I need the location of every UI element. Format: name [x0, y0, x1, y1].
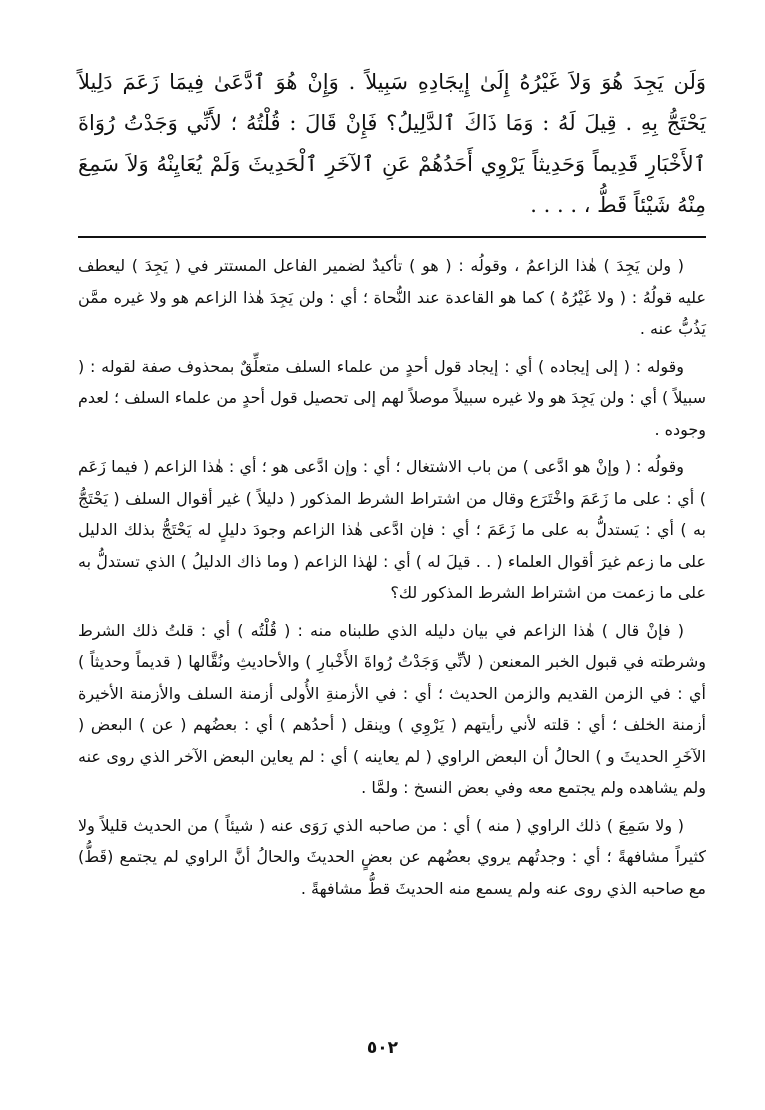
separator-line	[78, 236, 706, 238]
main-text: وَلَن يَجِدَ هُوَ وَلاَ غَيْرُهُ إِلَىٰ إِيجَادِهِ سَبِيلاً . وَإِنْ هُوَ ٱدَّعَىٰ فِيمَا زَعَمَ دَلِيلاً يَحْتَجُّ بِهِ . قِيلَ لَهُ : وَمَا ذَاكَ ٱلدَّلِيلُ؟ فَإِنْ قَالَ : قُلْتُهُ ؛ لأَنِّي وَجَدْتُ رُوَاةَ ٱلأَخْبَارِ قَدِيماً وَحَدِيثاً يَرْوِي أَحَدُهُمْ عَنِ ٱلآخَرِ ٱلْحَدِيثَ وَلَمْ يُعَايِنْهُ وَلاَ سَمِعَ مِنْهُ شَيْئاً قَطُّ ، . . . .	[78, 70, 706, 217]
commentary-paragraph: ( ولن يَجِدَ ) هٰذا الزاعمُ ، وقولُه : ( هو ) تأكيدٌ لضمير الفاعل المستتر في ( يَجِدَ ) ليعطف عليه قولُهُ : ( ولا غَيْرُهُ ) كما هو القاعدة عند النُّحاة ؛ أي : ولن يَجِدَ هٰذا الزاعم هو ولا غيره ممَّن يَذُبُّ عنه .	[78, 256, 706, 338]
commentary-paragraph: وقولُه : ( وإنْ هو ادَّعى ) من باب الاشتغال ؛ أي : وإن ادَّعى هو ؛ أي : هٰذا الزاعم ( فيما زَعَم ) أي : على ما زَعَمَ واخْتَرَع وقال من اشتراط الشرط المذكور ( دليلاً ) غير أقوال السلف ( يَحْتَجُّ به ) أي : يَستدلُّ به على ما زَعَمَ ؛ أي : فإن ادَّعى هٰذا الزاعم وجودَ دليلٍ له يَحْتَجُّ بذلك الدليل على ما زعم غيرَ أقوال العلماء ( . . قيلَ له ) أي : لهٰذا الزاعم ( وما ذاك الدليلُ ) الذي تستدلُّ به على ما زعمت من اشتراط الشرط المذكور لك؟	[78, 457, 706, 602]
commentary-paragraph: وقوله : ( إلى إيجاده ) أي : إيجاد قول أحدٍ من علماء السلف متعلِّقٌ بمحذوف صفة لقوله : ( سبيلاً ) أي : ولن يَجِدَ هو ولا غيره سبيلاً موصلاً لهم إلى تحصيل قول أحدٍ من علماء السلف ؛ لعدم وجوده .	[78, 356, 706, 439]
page-number: ٥٠٢	[366, 1038, 399, 1058]
commentary	[78, 250, 706, 904]
commentary-paragraph: ( ولا سَمِعَ ) ذلك الراوي ( منه ) أي : من صاحبه الذي رَوَى عنه ( شيئاً ) من الحديث قليلاً ولا كثيراً مشافهةً ؛ أي : وجدتُهم يروي بعضُهم عن بعضٍ الحديثَ والحالُ أنَّ الراوي لم يجتمع (قَطُّ) مع صاحبه الذي روى عنه ولم يسمع منه الحديثَ قطُّ مشافهةً .	[78, 815, 706, 898]
book-page	[78, 62, 706, 910]
commentary-paragraph: ( فإنْ قال ) هٰذا الزاعم في بيان دليله الذي طلبناه منه : ( قُلْتُه ) أي : قلتُ ذلك الشرط وشرطته في قبول الخبر المعنعن ( لأنِّي وَجَدْتُ رُواةَ الأَخْبارِ ) والأحاديثِ ونُقَّالها ( قديماً وحديثاً ) أي : في الزمن القديم والزمن الحديث ؛ أي : في الأزمنةِ الأُولى أزمنة السلف والأزمنة الأخيرة أزمنة الخلف ؛ أي : قلته لأني رأيتهم ( يَرْوِي ) وينقل ( أحدُهم ) أي : بعضُهم ( عن ) البعض ( الآخَرِ الحديثَ و ) الحالُ أن البعض الراوي ( لم يعاينه ) أي : لم يعاين البعض الآخر الذي روى عنه ولم يشاهده ولم يجتمع معه وفي بعض النسخ : ولمَّا .	[78, 620, 706, 797]
